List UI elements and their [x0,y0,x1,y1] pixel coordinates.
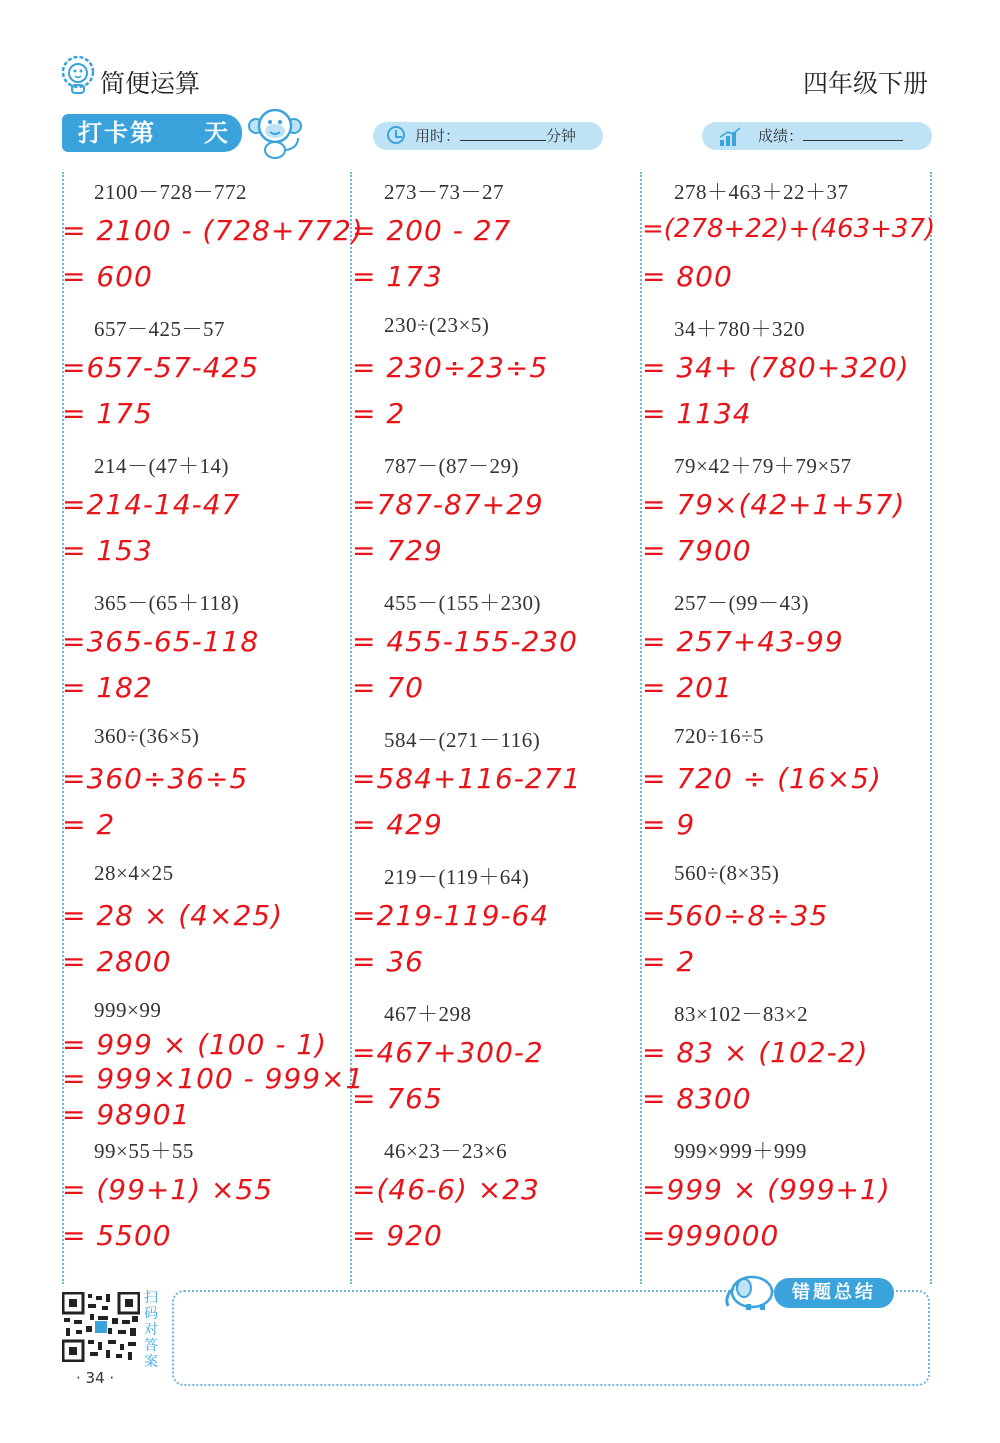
handwritten-step: =(46-6) ×23 [352,1173,540,1206]
monkey-mascot-icon [246,104,304,160]
problem-item [62,994,365,1131]
check-in-day-label: 天 [204,119,230,147]
handwritten-step: =360÷36÷5 [62,762,249,795]
handwritten-answer: = 429 [352,808,443,841]
handwritten-answer: = 175 [62,397,153,430]
problem-item [352,720,642,857]
handwritten-step: = 455-155-230 [352,625,578,658]
handwritten-step: = 999 × (100 - 1) [62,1028,328,1061]
time-field-unit: 分钟 [546,127,577,145]
handwritten-step: =999 × (999+1) [642,1173,891,1206]
handwritten-answer: = 2 [62,808,116,841]
page-title: 简便运算 [100,69,201,98]
problem-question: 2100－728－772 [94,180,247,204]
handwritten-step: = 257+43-99 [642,625,844,658]
problem-question: 584－(271－116) [384,728,541,752]
problem-item [352,309,642,446]
score-input-line[interactable] [803,122,903,141]
check-in-banner [62,114,242,152]
handwritten-answer: = 8300 [642,1082,752,1115]
problem-question: 455－(155＋230) [384,591,541,615]
problem-item [62,1131,352,1268]
problem-question: 720÷16÷5 [674,724,765,748]
qr-code-icon[interactable] [62,1292,140,1362]
handwritten-step: = 2100 - (728+772) [62,214,364,247]
problem-item [352,172,642,309]
problem-item [642,720,932,857]
problem-item [62,583,352,720]
problem-item [62,720,352,857]
bar-chart-icon [718,127,744,147]
handwritten-step: = 79×(42+1+57) [642,488,906,521]
handwritten-answer: = 201 [642,671,733,704]
problem-question: 360÷(36×5) [94,724,200,748]
handwritten-answer: =999000 [642,1219,780,1252]
problem-item [642,172,936,309]
grade-label: 四年级下册 [802,69,928,98]
handwritten-step: =467+300-2 [352,1036,544,1069]
problem-item [642,857,932,994]
handwritten-answer: = 173 [352,260,443,293]
time-field-label: 用时： [415,127,461,145]
problem-item [642,309,932,446]
problem-question: 365－(65＋118) [94,591,240,615]
handwritten-answer: = 800 [642,260,733,293]
problem-item [642,1131,932,1268]
problem-item [62,172,364,309]
handwritten-answer: = 2 [642,945,696,978]
problem-question: 257－(99－43) [674,591,809,615]
problem-question: 83×102－83×2 [674,1002,809,1026]
error-summary-label: 错题总结 [774,1278,894,1308]
scan-for-answers-label: 扫码对答案 [144,1290,158,1370]
problem-question: 99×55＋55 [94,1139,194,1163]
problem-question: 46×23－23×6 [384,1139,508,1163]
problem-question: 230÷(23×5) [384,313,490,337]
handwritten-step: =657-57-425 [62,351,260,384]
handwritten-step: = 200 - 27 [352,214,512,247]
check-in-label: 打卡第 [78,119,156,147]
handwritten-answer: = 36 [352,945,424,978]
problem-item [62,446,352,583]
problem-question: 999×99 [94,998,162,1022]
problem-item [352,994,642,1131]
handwritten-answer: = 2800 [62,945,172,978]
problem-question: 560÷(8×35) [674,861,780,885]
problem-question: 787－(87－29) [384,454,519,478]
page-number: · 34 · [76,1369,115,1387]
handwritten-step: =214-14-47 [62,488,241,521]
handwritten-answer: = 1134 [642,397,752,430]
handwritten-step: = 83 × (102-2) [642,1036,869,1069]
problem-item [62,857,352,994]
handwritten-answer: = 920 [352,1219,443,1252]
handwritten-step: =560÷8÷35 [642,899,829,932]
problem-question: 34＋780＋320 [674,317,805,341]
handwritten-step: =(278+22)+(463+37) [642,214,936,244]
handwritten-answer: = 182 [62,671,153,704]
problem-question: 273－73－27 [384,180,504,204]
problem-item [642,446,932,583]
score-field [702,122,932,150]
lion-logo-icon [60,55,96,95]
handwritten-answer: = 98901 [62,1098,191,1131]
problem-item [352,583,642,720]
problem-question: 28×4×25 [94,861,174,885]
handwritten-step: = (99+1) ×55 [62,1173,274,1206]
handwritten-step: = 28 × (4×25) [62,899,284,932]
handwritten-step: =365-65-118 [62,625,260,658]
handwritten-step: = 720 ÷ (16×5) [642,762,882,795]
score-field-label: 成绩： [758,127,804,145]
handwritten-answer: = 153 [62,534,153,567]
problem-question: 79×42＋79＋79×57 [674,454,852,478]
elephant-mascot-icon [722,1270,778,1312]
problem-question: 219－(119＋64) [384,865,530,889]
handwritten-answer: = 729 [352,534,443,567]
handwritten-step: = 999×100 - 999×1 [62,1062,365,1095]
problem-item [352,446,642,583]
handwritten-step: =787-87+29 [352,488,544,521]
handwritten-step: =584+116-271 [352,762,582,795]
handwritten-step: = 230÷23÷5 [352,351,549,384]
problem-item [642,994,932,1131]
handwritten-answer: = 600 [62,260,153,293]
handwritten-answer: = 765 [352,1082,443,1115]
problem-question: 999×999＋999 [674,1139,807,1163]
time-field [373,122,603,150]
problem-item [62,309,352,446]
handwritten-answer: = 7900 [642,534,752,567]
handwritten-step: = 34+ (780+320) [642,351,910,384]
problem-question: 214－(47＋14) [94,454,229,478]
problem-question: 657－425－57 [94,317,225,341]
problem-item [352,857,642,994]
handwritten-answer: = 2 [352,397,406,430]
time-input-line[interactable] [460,122,546,141]
handwritten-answer: = 5500 [62,1219,172,1252]
problem-question: 278＋463＋22＋37 [674,180,849,204]
problem-question: 467＋298 [384,1002,472,1026]
problem-item [642,583,932,720]
problem-item [352,1131,642,1268]
handwritten-answer: = 70 [352,671,424,704]
handwritten-answer: = 9 [642,808,696,841]
clock-icon [387,126,405,144]
handwritten-step: =219-119-64 [352,899,550,932]
